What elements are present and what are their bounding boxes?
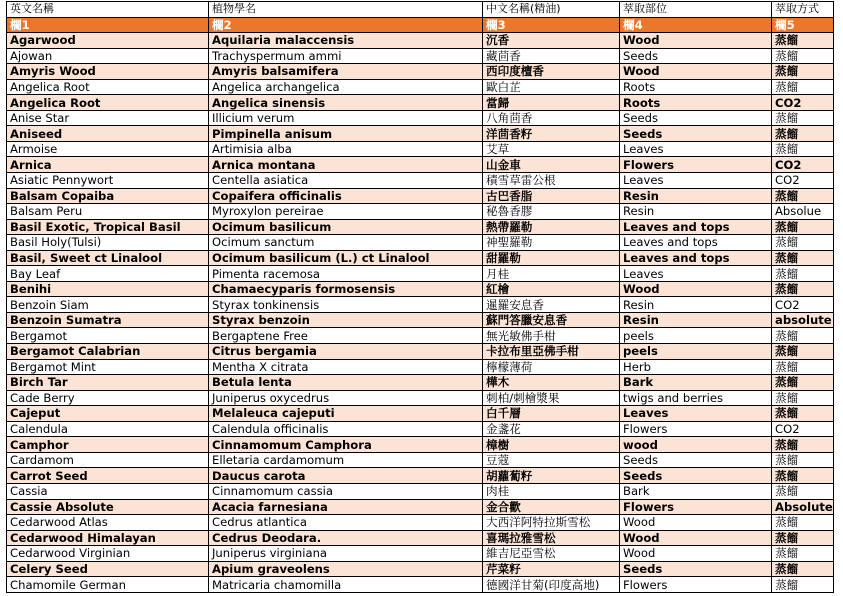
cell-extraction-method[interactable]: 蒸餾 (772, 406, 834, 422)
cell-botanical-name[interactable]: Aquilaria malaccensis (209, 33, 483, 49)
cell-extraction-method[interactable]: CO2 (772, 157, 834, 173)
cell-botanical-name[interactable]: Citrus bergamia (209, 344, 483, 360)
table-row (7, 530, 834, 546)
cell-english-name[interactable]: Bergamot (7, 328, 209, 344)
cell-extraction-part[interactable]: Wood (620, 281, 772, 297)
table-row (7, 421, 834, 437)
cell-extraction-part[interactable]: Seeds (620, 452, 772, 468)
cell-chinese-name[interactable]: 沉香 (483, 33, 620, 49)
cell-extraction-method[interactable]: Absolue (772, 204, 834, 220)
cell-botanical-name[interactable]: Ocimum sanctum (209, 235, 483, 251)
cell-english-name[interactable]: Basil Holy(Tulsi) (7, 235, 209, 251)
cell-extraction-method[interactable]: 蒸餾 (772, 561, 834, 577)
cell-botanical-name[interactable]: Ocimum basilicum (209, 219, 483, 235)
cell-english-name[interactable]: Angelica Root (7, 79, 209, 95)
cell-chinese-name[interactable]: 德國洋甘菊(印度高地) (483, 577, 620, 593)
cell-extraction-part[interactable]: Flowers (620, 421, 772, 437)
cell-extraction-part[interactable]: peels (620, 328, 772, 344)
cell-extraction-part[interactable]: Leaves and tops (620, 235, 772, 251)
cell-botanical-name[interactable]: Illicium verum (209, 110, 483, 126)
cell-english-name[interactable]: Basil, Sweet ct Linalool (7, 250, 209, 266)
cell-extraction-method[interactable]: absolute (772, 312, 834, 328)
cell-chinese-name[interactable]: 八角茴香 (483, 110, 620, 126)
cell-botanical-name[interactable]: Apium graveolens (209, 561, 483, 577)
subheader-col-1[interactable]: 欄1 (7, 17, 209, 33)
cell-english-name[interactable]: Benihi (7, 281, 209, 297)
cell-chinese-name[interactable]: 白千層 (483, 406, 620, 422)
table-row (7, 33, 834, 49)
table-row (7, 344, 834, 360)
cell-chinese-name[interactable]: 熱帶羅勒 (483, 219, 620, 235)
table-row (7, 126, 834, 142)
cell-english-name[interactable]: Carrot Seed (7, 468, 209, 484)
cell-chinese-name[interactable]: 山金車 (483, 157, 620, 173)
cell-extraction-method[interactable]: 蒸餾 (772, 359, 834, 375)
cell-extraction-part[interactable]: Seeds (620, 48, 772, 64)
cell-extraction-method[interactable]: Absolute (772, 499, 834, 515)
cell-botanical-name[interactable]: Angelica sinensis (209, 95, 483, 111)
header-chinese-name[interactable]: 中文名稱(精油) (483, 2, 620, 18)
cell-extraction-part[interactable]: twigs and berries (620, 390, 772, 406)
cell-chinese-name[interactable]: 肉桂 (483, 483, 620, 499)
table-row (7, 141, 834, 157)
table-row (7, 359, 834, 375)
cell-english-name[interactable]: Basil Exotic, Tropical Basil (7, 219, 209, 235)
cell-extraction-part[interactable]: Resin (620, 297, 772, 313)
cell-botanical-name[interactable]: Matricaria chamomilla (209, 577, 483, 593)
cell-chinese-name[interactable]: 維吉尼亞雪松 (483, 546, 620, 562)
cell-chinese-name[interactable]: 大西洋阿特拉斯雪松 (483, 515, 620, 531)
table-row (7, 483, 834, 499)
cell-botanical-name[interactable]: Angelica archangelica (209, 79, 483, 95)
cell-english-name[interactable]: Balsam Peru (7, 204, 209, 220)
cell-extraction-method[interactable]: CO2 (772, 297, 834, 313)
cell-extraction-part[interactable]: Seeds (620, 561, 772, 577)
subheader-col-4[interactable]: 欄4 (620, 17, 772, 33)
cell-extraction-method[interactable]: 蒸餾 (772, 235, 834, 251)
cell-extraction-part[interactable]: Herb (620, 359, 772, 375)
table-row (7, 375, 834, 391)
table-row (7, 561, 834, 577)
cell-english-name[interactable]: Cardamom (7, 452, 209, 468)
cell-extraction-part[interactable]: Wood (620, 64, 772, 80)
cell-chinese-name[interactable]: 甜羅勒 (483, 250, 620, 266)
cell-extraction-method[interactable]: 蒸餾 (772, 110, 834, 126)
cell-chinese-name[interactable]: 西印度檀香 (483, 64, 620, 80)
cell-botanical-name[interactable]: Amyris balsamifera (209, 64, 483, 80)
table-row (7, 297, 834, 313)
cell-english-name[interactable]: Benzoin Sumatra (7, 312, 209, 328)
cell-english-name[interactable]: Benzoin Siam (7, 297, 209, 313)
cell-english-name[interactable]: Angelica Root (7, 95, 209, 111)
cell-english-name[interactable]: Cade Berry (7, 390, 209, 406)
table-row (7, 328, 834, 344)
cell-english-name[interactable]: Cassie Absolute (7, 499, 209, 515)
cell-english-name[interactable]: Chamomile German (7, 577, 209, 593)
cell-extraction-part[interactable]: Resin (620, 188, 772, 204)
cell-extraction-method[interactable]: 蒸餾 (772, 126, 834, 142)
cell-extraction-part[interactable]: Flowers (620, 157, 772, 173)
cell-chinese-name[interactable]: 蘇門答臘安息香 (483, 312, 620, 328)
table-row (7, 48, 834, 64)
header-extraction-method[interactable]: 萃取方式 (772, 2, 834, 18)
cell-english-name[interactable]: Cedarwood Atlas (7, 515, 209, 531)
cell-botanical-name[interactable]: Juniperus oxycedrus (209, 390, 483, 406)
cell-botanical-name[interactable]: Cedrus atlantica (209, 515, 483, 531)
cell-extraction-method[interactable]: 蒸餾 (772, 64, 834, 80)
cell-extraction-method[interactable]: 蒸餾 (772, 33, 834, 49)
cell-chinese-name[interactable]: 秘魯香膠 (483, 204, 620, 220)
cell-extraction-part[interactable]: Leaves (620, 141, 772, 157)
cell-botanical-name[interactable]: Daucus carota (209, 468, 483, 484)
cell-extraction-method[interactable]: 蒸餾 (772, 390, 834, 406)
table-row (7, 250, 834, 266)
table-row (7, 95, 834, 111)
cell-english-name[interactable]: Arnica (7, 157, 209, 173)
cell-chinese-name[interactable]: 卡拉布里亞佛手柑 (483, 344, 620, 360)
cell-botanical-name[interactable]: Elletaria cardamomum (209, 452, 483, 468)
table-row (7, 235, 834, 251)
table-row (7, 437, 834, 453)
cell-extraction-part[interactable]: Leaves and tops (620, 250, 772, 266)
cell-botanical-name[interactable]: Trachyspermum ammi (209, 48, 483, 64)
cell-english-name[interactable]: Bay Leaf (7, 266, 209, 282)
cell-botanical-name[interactable]: Ocimum basilicum (L.) ct Linalool (209, 250, 483, 266)
cell-botanical-name[interactable]: Copaifera officinalis (209, 188, 483, 204)
table-row (7, 499, 834, 515)
cell-extraction-method[interactable]: 蒸餾 (772, 530, 834, 546)
cell-botanical-name[interactable]: Artimisia alba (209, 141, 483, 157)
cell-extraction-part[interactable]: Seeds (620, 126, 772, 142)
cell-extraction-method[interactable]: 蒸餾 (772, 79, 834, 95)
table-row (7, 157, 834, 173)
subheader-col-2[interactable]: 欄2 (209, 17, 483, 33)
table-row (7, 515, 834, 531)
cell-extraction-part[interactable]: Flowers (620, 577, 772, 593)
cell-extraction-method[interactable]: 蒸餾 (772, 468, 834, 484)
cell-extraction-method[interactable]: 蒸餾 (772, 266, 834, 282)
cell-extraction-part[interactable]: Resin (620, 312, 772, 328)
cell-extraction-method[interactable]: 蒸餾 (772, 250, 834, 266)
cell-chinese-name[interactable]: 洋茴香籽 (483, 126, 620, 142)
cell-english-name[interactable]: Cajeput (7, 406, 209, 422)
cell-extraction-part[interactable]: Roots (620, 79, 772, 95)
cell-botanical-name[interactable]: Betula lenta (209, 375, 483, 391)
cell-botanical-name[interactable]: Chamaecyparis formosensis (209, 281, 483, 297)
cell-extraction-method[interactable]: 蒸餾 (772, 281, 834, 297)
cell-chinese-name[interactable]: 歐白芷 (483, 79, 620, 95)
cell-english-name[interactable]: Calendula (7, 421, 209, 437)
cell-extraction-part[interactable]: Wood (620, 33, 772, 49)
cell-extraction-part[interactable]: Seeds (620, 110, 772, 126)
cell-botanical-name[interactable]: Mentha X citrata (209, 359, 483, 375)
cell-extraction-method[interactable]: CO2 (772, 173, 834, 189)
cell-chinese-name[interactable]: 月桂 (483, 266, 620, 282)
cell-chinese-name[interactable]: 喜瑪拉雅雪松 (483, 530, 620, 546)
cell-chinese-name[interactable]: 金盞花 (483, 421, 620, 437)
cell-extraction-method[interactable]: 蒸餾 (772, 546, 834, 562)
cell-botanical-name[interactable]: Styrax tonkinensis (209, 297, 483, 313)
cell-chinese-name[interactable]: 樺木 (483, 375, 620, 391)
table-row (7, 546, 834, 562)
header-english-name[interactable]: 英文名稱 (7, 2, 209, 18)
cell-extraction-method[interactable]: 蒸餾 (772, 344, 834, 360)
subheader-col-3[interactable]: 欄3 (483, 17, 620, 33)
cell-chinese-name[interactable]: 藏茴香 (483, 48, 620, 64)
cell-english-name[interactable]: Cassia (7, 483, 209, 499)
subheader-col-5[interactable]: 欄5 (772, 17, 834, 33)
cell-botanical-name[interactable]: Melaleuca cajeputi (209, 406, 483, 422)
table-row (7, 468, 834, 484)
cell-extraction-part[interactable]: Leaves (620, 173, 772, 189)
cell-extraction-part[interactable]: Resin (620, 204, 772, 220)
cell-chinese-name[interactable]: 豆蔻 (483, 452, 620, 468)
cell-english-name[interactable]: Bergamot Calabrian (7, 344, 209, 360)
cell-extraction-part[interactable]: peels (620, 344, 772, 360)
cell-extraction-method[interactable]: 蒸餾 (772, 515, 834, 531)
table-row (7, 173, 834, 189)
table-row (7, 390, 834, 406)
cell-botanical-name[interactable]: Acacia farnesiana (209, 499, 483, 515)
header-row (7, 2, 834, 18)
cell-extraction-method[interactable]: 蒸餾 (772, 188, 834, 204)
cell-botanical-name[interactable]: Styrax benzoin (209, 312, 483, 328)
cell-chinese-name[interactable]: 暹羅安息香 (483, 297, 620, 313)
cell-english-name[interactable]: Camphor (7, 437, 209, 453)
cell-english-name[interactable]: Balsam Copaiba (7, 188, 209, 204)
oil-table (6, 1, 834, 593)
header-botanical-name[interactable]: 植物學名 (209, 2, 483, 18)
cell-english-name[interactable]: Anise Star (7, 110, 209, 126)
table-row (7, 577, 834, 593)
cell-english-name[interactable]: Armoise (7, 141, 209, 157)
cell-chinese-name[interactable]: 芹菜籽 (483, 561, 620, 577)
cell-extraction-part[interactable]: Wood (620, 546, 772, 562)
table-row (7, 312, 834, 328)
oil-table-body (7, 2, 834, 593)
cell-english-name[interactable]: Cedarwood Virginian (7, 546, 209, 562)
cell-chinese-name[interactable]: 金合歡 (483, 499, 620, 515)
cell-extraction-part[interactable]: Leaves and tops (620, 219, 772, 235)
cell-extraction-part[interactable]: Wood (620, 515, 772, 531)
table-row (7, 281, 834, 297)
cell-chinese-name[interactable]: 無光敏佛手柑 (483, 328, 620, 344)
cell-botanical-name[interactable]: Juniperus virginiana (209, 546, 483, 562)
cell-botanical-name[interactable]: Pimenta racemosa (209, 266, 483, 282)
cell-extraction-part[interactable]: Roots (620, 95, 772, 111)
cell-english-name[interactable]: Birch Tar (7, 375, 209, 391)
table-row (7, 266, 834, 282)
table-row (7, 110, 834, 126)
cell-chinese-name[interactable]: 神聖羅勒 (483, 235, 620, 251)
cell-chinese-name[interactable]: 樟樹 (483, 437, 620, 453)
cell-extraction-part[interactable]: Bark (620, 483, 772, 499)
cell-botanical-name[interactable]: Calendula officinalis (209, 421, 483, 437)
cell-chinese-name[interactable]: 紅檜 (483, 281, 620, 297)
cell-english-name[interactable]: Bergamot Mint (7, 359, 209, 375)
cell-extraction-part[interactable]: wood (620, 437, 772, 453)
cell-chinese-name[interactable]: 積雪草雷公根 (483, 173, 620, 189)
cell-english-name[interactable]: Asiatic Pennywort (7, 173, 209, 189)
cell-botanical-name[interactable]: Centella asiatica (209, 173, 483, 189)
cell-botanical-name[interactable]: Pimpinella anisum (209, 126, 483, 142)
cell-chinese-name[interactable]: 胡蘿蔔籽 (483, 468, 620, 484)
cell-extraction-method[interactable]: 蒸餾 (772, 48, 834, 64)
cell-extraction-method[interactable]: 蒸餾 (772, 437, 834, 453)
cell-english-name[interactable]: Agarwood (7, 33, 209, 49)
cell-chinese-name[interactable]: 古巴香脂 (483, 188, 620, 204)
cell-extraction-method[interactable]: CO2 (772, 421, 834, 437)
cell-english-name[interactable]: Ajowan (7, 48, 209, 64)
table-row (7, 406, 834, 422)
cell-extraction-method[interactable]: 蒸餾 (772, 452, 834, 468)
cell-extraction-method[interactable]: 蒸餾 (772, 375, 834, 391)
cell-extraction-part[interactable]: Bark (620, 375, 772, 391)
cell-chinese-name[interactable]: 刺柏/刺檜漿果 (483, 390, 620, 406)
header-extraction-part[interactable]: 萃取部位 (620, 2, 772, 18)
table-row (7, 188, 834, 204)
subheader-row (7, 17, 834, 33)
cell-chinese-name[interactable]: 檸檬薄荷 (483, 359, 620, 375)
cell-chinese-name[interactable]: 艾草 (483, 141, 620, 157)
cell-english-name[interactable]: Cedarwood Himalayan (7, 530, 209, 546)
cell-extraction-part[interactable]: Leaves (620, 406, 772, 422)
cell-botanical-name[interactable]: Myroxylon pereirae (209, 204, 483, 220)
cell-chinese-name[interactable]: 當歸 (483, 95, 620, 111)
table-row (7, 64, 834, 80)
cell-botanical-name[interactable]: Cinnamomum cassia (209, 483, 483, 499)
cell-extraction-method[interactable]: 蒸餾 (772, 219, 834, 235)
table-row (7, 452, 834, 468)
cell-english-name[interactable]: Aniseed (7, 126, 209, 142)
cell-botanical-name[interactable]: Arnica montana (209, 157, 483, 173)
table-row (7, 79, 834, 95)
cell-extraction-part[interactable]: Flowers (620, 499, 772, 515)
table-row (7, 219, 834, 235)
cell-english-name[interactable]: Celery Seed (7, 561, 209, 577)
cell-extraction-part[interactable]: Leaves (620, 266, 772, 282)
cell-extraction-part[interactable]: Seeds (620, 468, 772, 484)
cell-botanical-name[interactable]: Cedrus Deodara. (209, 530, 483, 546)
cell-extraction-method[interactable]: CO2 (772, 95, 834, 111)
cell-extraction-method[interactable]: 蒸餾 (772, 141, 834, 157)
table-row (7, 204, 834, 220)
cell-botanical-name[interactable]: Bergaptene Free (209, 328, 483, 344)
cell-extraction-part[interactable]: Wood (620, 530, 772, 546)
cell-extraction-method[interactable]: 蒸餾 (772, 577, 834, 593)
cell-english-name[interactable]: Amyris Wood (7, 64, 209, 80)
cell-extraction-method[interactable]: 蒸餾 (772, 483, 834, 499)
cell-extraction-method[interactable]: 蒸餾 (772, 328, 834, 344)
cell-botanical-name[interactable]: Cinnamomum Camphora (209, 437, 483, 453)
